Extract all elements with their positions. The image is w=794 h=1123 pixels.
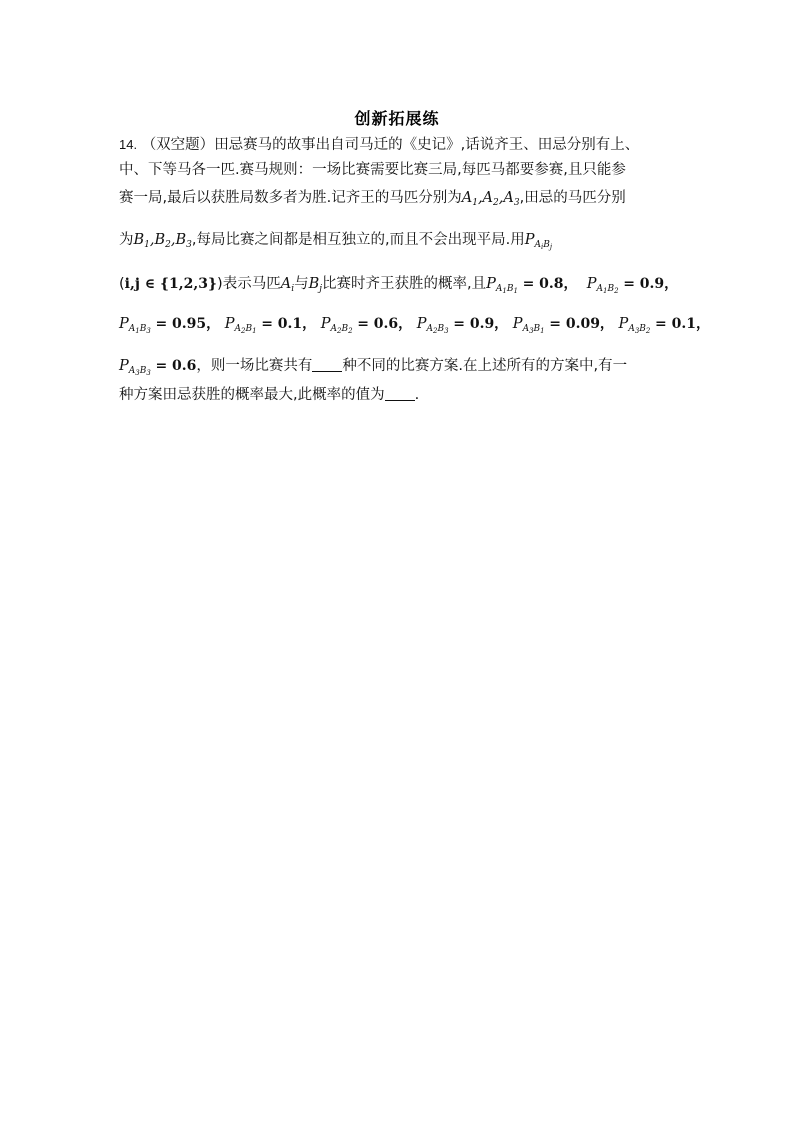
math-p33-symbol: $P_{A_3B_3}$ <box>119 358 151 377</box>
math-b1-b2-b3: $B_1,B_2,B_3$ <box>133 232 192 250</box>
question-text-7a: ，则一场比赛共有 <box>196 358 313 374</box>
math-bj: $B_j$ <box>308 276 323 294</box>
math-p23-value: = 0.9， <box>453 316 509 332</box>
question-text-4b: ,每局比赛之间都是相互独立的,而且不会出现平局.用 <box>191 232 525 248</box>
math-p-aibj: $P_{A_iB_j}$ <box>524 232 553 251</box>
answer-blank-2[interactable] <box>385 386 415 401</box>
question-line-8 <box>119 385 689 405</box>
math-p21-symbol: $P_{A_2B_1}$ <box>224 316 257 335</box>
question-text-2: 中、下等马各一匹.赛马规则：一场比赛需要比赛三局,每匹马都要参赛,且只能参 <box>119 162 626 178</box>
question-line-6 <box>119 314 710 341</box>
question-tag: （双空题） <box>141 137 215 153</box>
math-p12-symbol: $P_{A_1B_2}$ <box>586 276 619 295</box>
math-p31-symbol: $P_{A_3B_1}$ <box>512 316 545 335</box>
question-number: 14. <box>119 137 138 152</box>
math-a1-a2-a3: $A_1,A_2,A_3$ <box>461 190 520 208</box>
question-line-1 <box>119 135 689 155</box>
question-text-7b: 种不同的比赛方案.在上述所有的方案中,有一 <box>342 358 628 374</box>
math-p33-value: = 0.6 <box>155 358 197 374</box>
math-set: i,j ∈ {1,2,3} <box>124 276 218 292</box>
math-ai: $A_i$ <box>280 276 295 294</box>
page-title: 创新拓展练 <box>354 109 440 128</box>
question-text-4a: 为 <box>119 232 134 248</box>
math-p22-value: = 0.6， <box>357 316 413 332</box>
math-p22-symbol: $P_{A_2B_2}$ <box>320 316 353 335</box>
answer-blank-1[interactable] <box>312 357 342 372</box>
question-text-8a: 种方案田忌获胜的概率最大,此概率的值为 <box>119 387 385 403</box>
math-p11-symbol: $P_{A_1B_1}$ <box>486 276 518 295</box>
math-p23-symbol: $P_{A_2B_3}$ <box>416 316 449 335</box>
math-p12-value: = 0.9， <box>623 276 679 292</box>
question-line-4 <box>119 230 689 257</box>
question-line-7 <box>119 356 689 383</box>
math-p11-value: = 0.8， <box>522 276 578 292</box>
math-p13-symbol: $P_{A_1B_3}$ <box>119 316 151 335</box>
question-text-5d: 比赛时齐王获胜的概率,且 <box>322 276 487 292</box>
question-text-3: 赛一局,最后以获胜局数多者为胜.记齐王的马匹分别为 <box>119 190 462 206</box>
question-line-2 <box>119 160 689 180</box>
question-line-5 <box>119 274 689 301</box>
question-text-5c: 与 <box>294 276 309 292</box>
math-p31-value: = 0.09， <box>549 316 614 332</box>
question-text-1: 田忌赛马的故事出自司马迁的《史记》,话说齐王、田忌分别有上、 <box>214 137 640 153</box>
question-text-8b: . <box>414 387 420 403</box>
math-p21-value: = 0.1， <box>261 316 317 332</box>
math-p13-value: = 0.95， <box>155 316 221 332</box>
question-text-5a: ( <box>119 276 125 292</box>
question-text-3b: ,田忌的马匹分别 <box>519 190 626 206</box>
question-text-5b: )表示马匹 <box>217 276 281 292</box>
math-p32-value: = 0.1， <box>654 316 710 332</box>
question-line-3 <box>119 188 689 213</box>
math-p32-symbol: $P_{A_3B_2}$ <box>618 316 651 335</box>
